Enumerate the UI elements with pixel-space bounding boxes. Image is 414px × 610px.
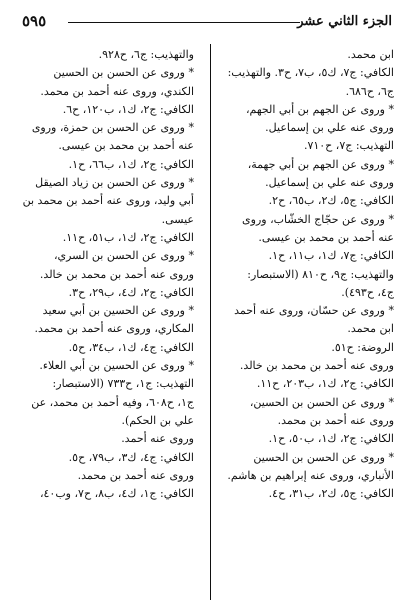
text-line: الكافي: ج٢، ك١، ب٥٠، ح١. <box>268 432 394 446</box>
text-line: ابن محمد. <box>347 48 394 61</box>
text-line: * وروى عن الجهم بن أبي جهمة، <box>247 157 394 171</box>
text-line: * وروى عن الحسين بن أبي العلاء. <box>39 359 194 373</box>
text-line: الكندي، وروى عنه أحمد بن محمد. <box>40 84 194 98</box>
text-line: والتهذيب: ج٦، ح٩٢٨. <box>98 48 194 61</box>
text-line: وروى عنه أحمد بن محمد بن خالد. <box>239 359 394 373</box>
header-rule <box>68 22 300 23</box>
text-line: * وروى عن الحسن بن السري، <box>53 249 194 263</box>
text-line: ج٤، ح٤٩٣). <box>341 285 394 299</box>
volume-title: الجزء الثاني عشر <box>297 14 392 29</box>
text-line: ج٦، ح٦٨٦. <box>345 84 394 98</box>
text-line: ابن محمد. <box>347 322 394 336</box>
text-line: والتهذيب: ج٩، ح٨١٠ (الاستبصار: <box>247 267 394 281</box>
text-line: الروضة: ح٥١. <box>331 340 394 354</box>
text-line: * وروى عن حسّان، وروى عنه أحمد <box>234 304 394 318</box>
text-line: عيسى. <box>161 212 194 226</box>
text-line: * وروى عن الحسن بن الحسين، <box>249 395 394 409</box>
text-line: * وروى عن الحسن بن زياد الصيقل <box>35 176 194 190</box>
text-line: الكافي: ج٥، ك٢، ب٣١، ح٤. <box>268 487 394 501</box>
text-line: الكافي: ج٢، ك١، ب٢٠٣، ح١١. <box>256 377 394 391</box>
text-line: الكافي: ج٢، ك٤، ب٢٩، ح٣. <box>68 285 194 299</box>
text-line: التهذيب: ج٧، ح٧١٠. <box>303 139 394 153</box>
text-line: أبي وليد، وروى عنه أحمد بن محمد بن <box>22 194 194 208</box>
text-line: وروى عنه أحمد بن محمد بن خالد. <box>39 267 194 281</box>
text-line: * وروى عن الحسن بن الحسين <box>53 66 194 80</box>
text-line: الكافي: ج٢، ك١، ب٦٦، ح١. <box>68 157 194 171</box>
text-line: علي بن الحكم). <box>121 413 194 427</box>
column-divider <box>210 44 211 600</box>
text-line: الأنباري، وروى عنه إبراهيم بن هاشم. <box>227 468 394 482</box>
text-line: وروى عنه علي بن إسماعيل. <box>265 121 394 135</box>
text-line: وروى عنه أحمد بن محمد. <box>277 413 394 427</box>
text-line: * وروى عن الحسين بن أبي سعيد <box>42 304 194 318</box>
right-column <box>211 46 394 503</box>
page-number: ٥٩٥ <box>22 12 47 30</box>
text-line: عنه أحمد بن محمد بن عيسى. <box>258 230 394 244</box>
text-line: الكافي: ج٤، ك٣، ب٧٩، ح٥. <box>68 450 194 464</box>
page-header <box>22 12 392 34</box>
text-line: الكافي: ج٧، ك٥، ب٧، ح٣. والتهذيب: <box>227 66 394 80</box>
text-line: عنه أحمد بن محمد بن عيسى. <box>58 139 194 153</box>
text-line: ج١، ح٦٠٨، وفيه أحمد بن محمد، عن <box>31 395 194 409</box>
text-line: * وروى عن حجّاج الخشّاب، وروى <box>242 212 394 226</box>
text-line: * وروى عن الجهم بن أبي الجهم، <box>245 102 394 116</box>
text-line: المكاري، وروى عنه أحمد بن محمد. <box>34 322 194 336</box>
text-line: الكافي: ج٢، ك١، ب٥١، ح١١. <box>62 230 194 244</box>
text-line: وروى عنه أحمد. <box>121 432 194 446</box>
text-line: الكافي: ج٥، ك٢، ب٦٥، ح٢. <box>268 194 394 208</box>
text-line: الكافي: ج١، ك٤، ب٨، ح٧، وب٤٠، <box>39 487 194 501</box>
text-line: الكافي: ج٧، ك١، ب١١، ح١. <box>268 249 394 263</box>
text-line: الكافي: ج٢، ك١، ب١٢٠، ح٦. <box>62 102 194 116</box>
text-line: * وروى عن الحسن بن حمزة، وروى <box>31 121 194 135</box>
left-column <box>19 46 194 503</box>
text-line: وروى عنه علي بن إسماعيل. <box>265 176 394 190</box>
text-line: وروى عنه أحمد بن محمد. <box>77 468 194 482</box>
text-line: * وروى عن الحسن بن الحسين <box>253 450 394 464</box>
text-line: التهذيب: ج١، ح٧٣٣ (الاستبصار: <box>52 377 194 391</box>
text-line: الكافي: ج٤، ك١، ب٣٤، ح٥. <box>68 340 194 354</box>
